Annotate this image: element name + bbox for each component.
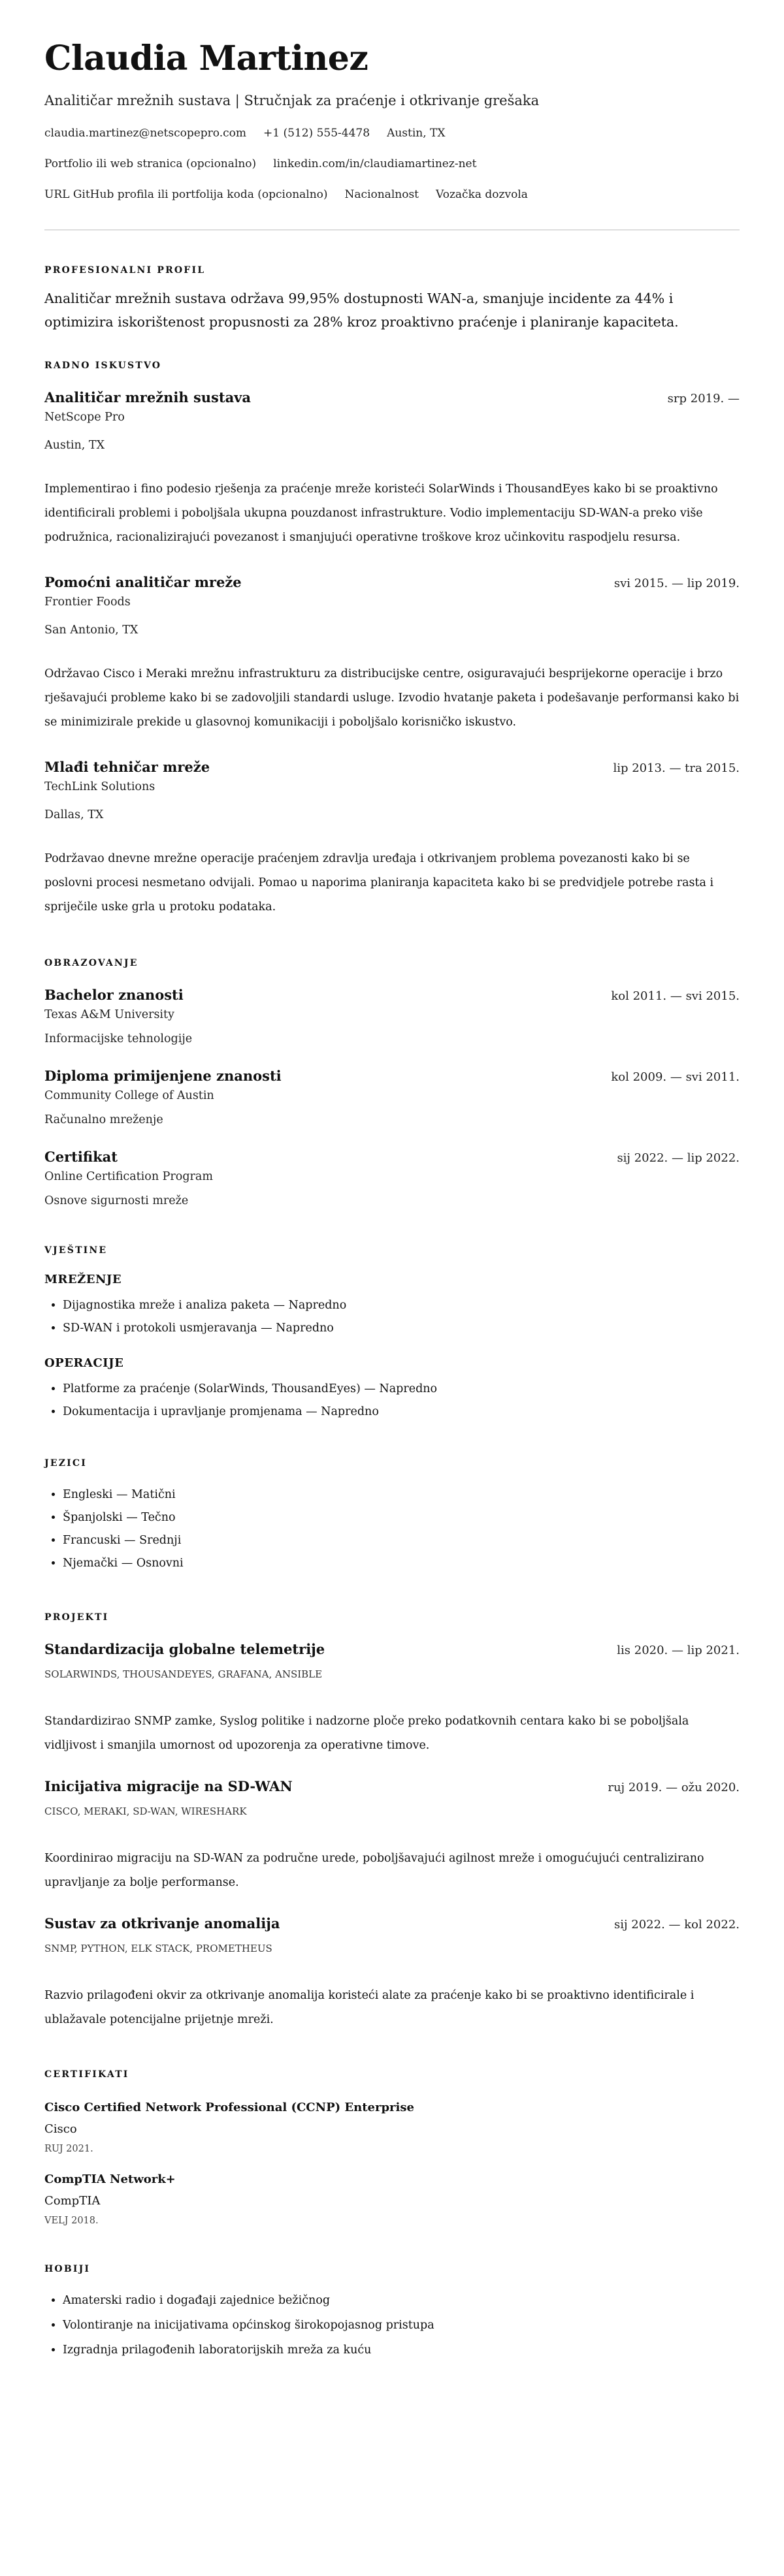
section-title: CERTIFIKATI xyxy=(44,2069,129,2080)
resume-header xyxy=(44,38,740,202)
degree-header xyxy=(44,1067,740,1085)
section-title: PROFESIONALNI PROFIL xyxy=(44,265,206,276)
degree-title: Certifikat xyxy=(44,1149,118,1165)
hobby-item: • Amaterski radio i događaji zajednice bežičnog xyxy=(63,2288,740,2313)
contact-phone[interactable]: +1 (512) 555-4478 xyxy=(263,127,370,140)
job-title: Pomoćni analitičar mreže xyxy=(44,574,242,590)
job-date: srp 2019. — xyxy=(667,392,740,405)
job-company: Frontier Foods xyxy=(44,596,131,609)
experience-entry xyxy=(44,389,740,550)
job-date: svi 2015. — lip 2019. xyxy=(613,577,740,590)
job-title: Mlađi tehničar mreže xyxy=(44,759,210,775)
skills-section xyxy=(44,1245,740,1423)
field-of-study: Informacijske tehnologije xyxy=(44,1032,193,1045)
candidate-name: Claudia Martinez xyxy=(44,39,368,78)
job-company: NetScope Pro xyxy=(44,411,125,424)
contact-line xyxy=(44,126,740,140)
project-entry xyxy=(44,1640,740,1758)
certificate-name: CompTIA Network+ xyxy=(44,2172,176,2186)
proj-list xyxy=(44,1640,740,2032)
projects-section xyxy=(44,1612,740,2032)
skill-list xyxy=(44,1294,740,1340)
degree-date: kol 2009. — svi 2011. xyxy=(611,1070,740,1084)
contact-location: Austin, TX xyxy=(387,127,446,140)
job-location: San Antonio, TX xyxy=(44,624,139,637)
project-description: Koordinirao migraciju na SD-WAN za područne urede, poboljšavajući agilnost mreže i omogućujući centralizirano upravljanje za bolje performanse. xyxy=(44,1852,704,1889)
section-title: RADNO ISKUSTVO xyxy=(44,360,162,371)
skill-item: • Dokumentacija i upravljanje promjenama — Napredno xyxy=(63,1401,740,1423)
project-tags: SNMP, PYTHON, ELK STACK, PROMETHEUS xyxy=(44,1943,272,1954)
school-name: Online Certification Program xyxy=(44,1170,213,1183)
experience-section xyxy=(44,360,740,919)
job-date: lip 2013. — tra 2015. xyxy=(613,761,740,775)
certificate-date: VELJ 2018. xyxy=(44,2216,99,2226)
skill-group-title: MREŽENJE xyxy=(44,1273,122,1286)
job-location: Austin, TX xyxy=(44,439,105,452)
languages-section xyxy=(44,1457,740,1575)
hobbies-section xyxy=(44,2263,740,2362)
project-title: Sustav za otkrivanje anomalija xyxy=(44,1915,280,1932)
certificates-section xyxy=(44,2069,740,2227)
github-link[interactable]: URL GitHub profila ili portfolija koda (opcionalno) xyxy=(44,188,328,201)
certificate-entry xyxy=(44,2172,740,2227)
section-title: OBRAZOVANJE xyxy=(44,958,139,968)
degree-date: sij 2022. — lip 2022. xyxy=(617,1151,740,1165)
education-section xyxy=(44,957,740,1208)
project-entry xyxy=(44,1915,740,2032)
job-description: Implementirao i fino podesio rješenja za praćenje mreže koristeći SolarWinds i ThousandEyes kako bi se proaktivno identificirali problemi i poboljšala ukupna pouzdanost infrastrukture. Vodio implementaciju SD-WAN-a preko više podružnica, racionalizirajući povezanost i smanjujući operativne troškove kroz učinkovitu raspodjelu resursa. xyxy=(44,483,718,544)
hobby-item: • Volontiranje na inicijativama općinskog širokopojasnog pristupa xyxy=(63,2313,740,2338)
education-entry xyxy=(44,986,740,1046)
contact-line xyxy=(44,157,740,171)
job-location: Dallas, TX xyxy=(44,808,104,821)
job-company: TechLink Solutions xyxy=(44,780,155,793)
degree-header xyxy=(44,1148,740,1166)
project-tags: CISCO, MERAKI, SD-WAN, WIRESHARK xyxy=(44,1805,247,1817)
skill-item: • Platforme za praćenje (SolarWinds, ThousandEyes) — Napredno xyxy=(63,1378,740,1401)
job-header xyxy=(44,758,740,776)
project-header xyxy=(44,1777,740,1796)
hobby-list xyxy=(44,2288,740,2362)
certificate-name: Cisco Certified Network Professional (CCNP) Enterprise xyxy=(44,2101,414,2114)
section-title: JEZICI xyxy=(44,1458,87,1469)
candidate-headline: Analitičar mrežnih sustava | Stručnjak za praćenje i otkrivanje grešaka xyxy=(44,93,540,108)
project-tags: SOLARWINDS, THOUSANDEYES, GRAFANA, ANSIBLE xyxy=(44,1668,323,1680)
section-title: VJEŠTINE xyxy=(44,1245,108,1256)
exp-list xyxy=(44,389,740,919)
job-header xyxy=(44,389,740,407)
language-list xyxy=(44,1484,740,1575)
degree-title: Diploma primijenjene znanosti xyxy=(44,1068,282,1084)
job-header xyxy=(44,573,740,592)
project-title: Inicijativa migracije na SD-WAN xyxy=(44,1778,293,1794)
project-description: Razvio prilagođeni okvir za otkrivanje anomalija koristeći alate za praćenje kako bi se proaktivno identificirale i ublažavale potencijalne prijetnje mreži. xyxy=(44,1989,694,2026)
nationality: Nacionalnost xyxy=(344,188,419,201)
school-name: Texas A&M University xyxy=(44,1008,174,1021)
profile-section xyxy=(44,264,740,334)
field-of-study: Računalno mreženje xyxy=(44,1113,163,1126)
project-title: Standardizacija globalne telemetrije xyxy=(44,1641,325,1657)
skill-group-title: OPERACIJE xyxy=(44,1356,124,1370)
education-entry xyxy=(44,1067,740,1127)
profile-summary: Analitičar mrežnih sustava održava 99,95% dostupnosti WAN-a, smanjuje incidente za 44% i optimizira iskorištenost propusnosti za 28% kroz proaktivno praćenje i planiranje kapaciteta. xyxy=(44,291,679,330)
drivers-license: Vozačka dozvola xyxy=(436,188,528,201)
project-date: sij 2022. — kol 2022. xyxy=(613,1918,740,1932)
portfolio-link[interactable]: Portfolio ili web stranica (opcionalno) xyxy=(44,157,257,170)
job-description: Podržavao dnevne mrežne operacije praćenjem zdravlja uređaja i otkrivanjem problema povezanosti kako bi se poslovni procesi nesmetano odvijali. Pomao u naporima planiranja kapaciteta kako bi se predvidjele potrebe rasta i spriječile uske grla u protoku podataka. xyxy=(44,852,714,914)
linkedin-link[interactable]: linkedin.com/in/claudiamartinez-net xyxy=(273,157,477,170)
language-item: • Španjolski — Tečno xyxy=(63,1506,740,1529)
section-title: HOBIJI xyxy=(44,2264,91,2274)
certificate-entry xyxy=(44,2100,740,2155)
project-description: Standardizirao SNMP zamke, Syslog politike i nadzorne ploče preko podatkovnih centara kako bi se poboljšala vidljivost i smanjila umornost od upozorenja za operativne timove. xyxy=(44,1715,689,1752)
experience-entry xyxy=(44,758,740,919)
certificate-date: RUJ 2021. xyxy=(44,2144,93,2154)
project-entry xyxy=(44,1777,740,1895)
degree-header xyxy=(44,986,740,1004)
skill-list xyxy=(44,1272,740,1423)
header-divider xyxy=(44,229,740,231)
certificate-issuer: Cisco xyxy=(44,2122,77,2136)
job-title: Analitičar mrežnih sustava xyxy=(44,389,251,405)
skill-item: • SD-WAN i protokoli usmjeravanja — Napredno xyxy=(63,1317,740,1340)
hobby-item: • Izgradnja prilagođenih laboratorijskih mreža za kuću xyxy=(63,2338,740,2362)
skill-item: • Dijagnostika mreže i analiza paketa — Napredno xyxy=(63,1294,740,1317)
contact-line xyxy=(44,187,740,202)
job-description: Održavao Cisco i Meraki mrežnu infrastrukturu za distribucijske centre, osiguravajući besprijekorne operacije i brzo rješavajući probleme kako bi se zadovoljili standardi usluge. Izvodio hvatanje paketa i podešavanje performansi kako bi se minimizirale prekide u glasovnoj komunikaciji i poboljšalo korisničko iskustvo. xyxy=(44,667,740,729)
edu-list xyxy=(44,986,740,1208)
language-item: • Francuski — Srednji xyxy=(63,1529,740,1552)
degree-date: kol 2011. — svi 2015. xyxy=(611,989,740,1003)
language-item: • Engleski — Matični xyxy=(63,1484,740,1506)
project-header xyxy=(44,1640,740,1659)
project-date: lis 2020. — lip 2021. xyxy=(617,1644,740,1657)
experience-entry xyxy=(44,573,740,735)
section-title: PROJEKTI xyxy=(44,1612,109,1623)
education-entry xyxy=(44,1148,740,1208)
cert-list xyxy=(44,2100,740,2227)
project-header xyxy=(44,1915,740,1933)
contact-email[interactable]: claudia.martinez@netscopepro.com xyxy=(44,127,247,140)
skill-list xyxy=(44,1378,740,1423)
language-item: • Njemački — Osnovni xyxy=(63,1552,740,1575)
degree-title: Bachelor znanosti xyxy=(44,987,184,1003)
field-of-study: Osnove sigurnosti mreže xyxy=(44,1194,189,1207)
school-name: Community College of Austin xyxy=(44,1089,214,1102)
certificate-issuer: CompTIA xyxy=(44,2194,101,2208)
project-date: ruj 2019. — ožu 2020. xyxy=(608,1781,740,1794)
